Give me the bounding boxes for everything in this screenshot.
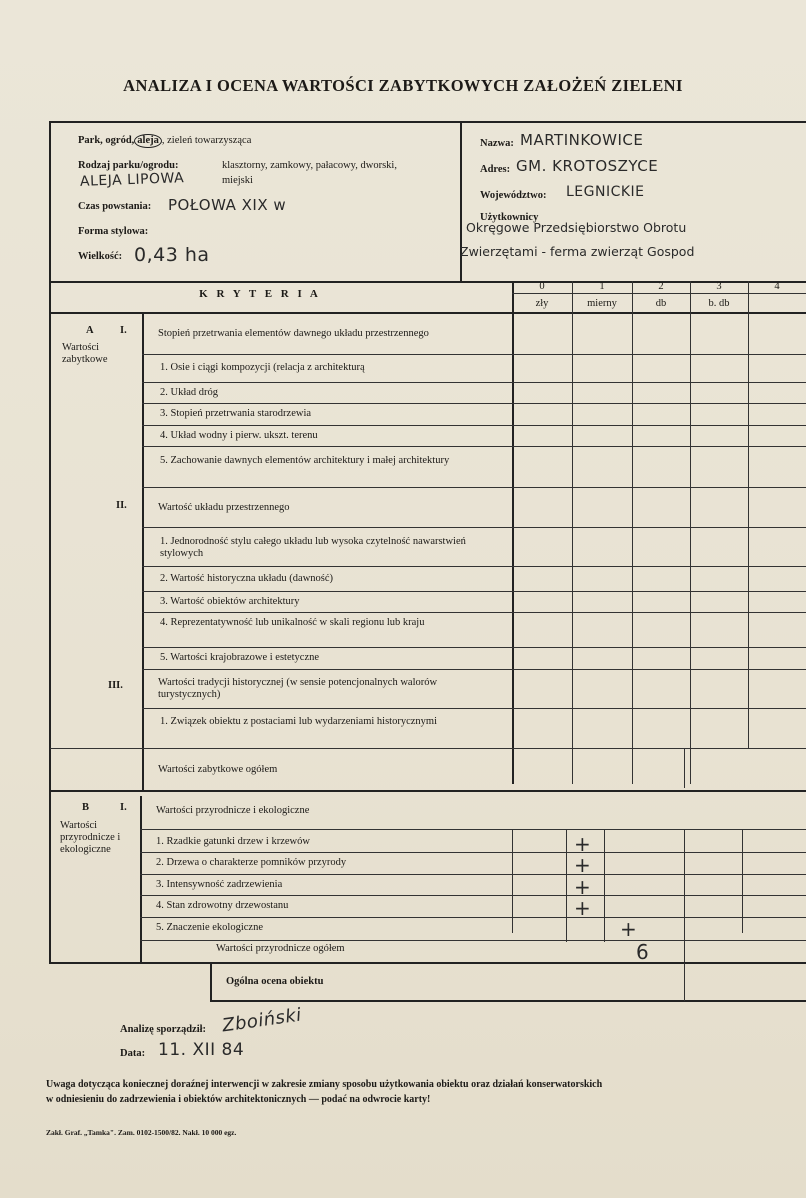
uzytk-value-2: Zwierzętami - ferma zwierząt Gospod: [460, 244, 695, 259]
row-line: [142, 612, 806, 613]
nazwa-value: MARTINKOWICE: [520, 131, 644, 149]
criteria-row: 5. Wartości krajobrazowe i estetyczne: [160, 652, 320, 663]
mark-plus: +: [574, 896, 592, 920]
criteria-row: 1. Jednorodność stylu całego układu lub wysoka czytelność nawarstwień stylowych: [160, 536, 466, 559]
data-label: Data:: [120, 1048, 146, 1059]
criteria-header: K R Y T E R I A: [199, 288, 321, 300]
overall-label: Ogólna ocena obiektu: [226, 976, 324, 987]
row-line: [140, 895, 806, 896]
row-line: [142, 527, 806, 528]
data-value: 11. XII 84: [158, 1040, 245, 1060]
group-a3-title: Wartości tradycji historycznej (w sensie potencjonalnych walorów turystycznych): [158, 677, 438, 700]
uzytk-value-1: Okręgowe Przedsiębiorstwo Obrotu: [466, 220, 687, 235]
adres-label: Adres:: [480, 164, 511, 175]
rodzaj-options-2: miejski: [222, 175, 253, 186]
score-3-num: 3: [716, 281, 722, 292]
criteria-row: 3. Stopień przetrwania starodrzewia: [160, 408, 312, 419]
wielkosc-label: Wielkość:: [78, 251, 123, 262]
criteria-row: 4. Stan zdrowotny drzewostanu: [156, 900, 289, 911]
score-0-num: 0: [539, 281, 545, 292]
woj-label: Województwo:: [480, 190, 547, 201]
row-line: [142, 647, 806, 648]
section-a-roman: I.: [120, 325, 127, 336]
row-line: [142, 591, 806, 592]
group-a1-title: Stopień przetrwania elementów dawnego układu przestrzennego: [158, 328, 429, 339]
row-line: [142, 669, 806, 670]
row-line: [142, 446, 806, 447]
analiza-label: Analizę sporządził:: [120, 1024, 207, 1035]
criteria-row: 4. Układ wodny i pierw. ukszt. terenu: [160, 430, 318, 441]
section-divider: [50, 790, 806, 792]
adres-value: GM. KROTOSZYCE: [516, 157, 659, 175]
row-line: [142, 708, 806, 709]
criteria-row: 3. Wartość obiektów architektury: [160, 596, 300, 607]
woj-value: LEGNICKIE: [566, 184, 645, 200]
category-column-line-b: [140, 796, 142, 962]
category-column-line: [142, 312, 144, 792]
uzytk-label: Użytkownicy: [480, 212, 539, 223]
total-a-label: Wartości zabytkowe ogółem: [158, 764, 278, 775]
score-col-line-4: [748, 281, 749, 748]
row-line: [142, 382, 806, 383]
row-line: [142, 487, 806, 488]
row-line: [142, 403, 806, 404]
row-line: [50, 748, 806, 749]
b-col-line: [566, 829, 567, 942]
roman-a2: II.: [116, 500, 127, 511]
mark-plus: +: [574, 832, 592, 856]
page-title: ANALIZA I OCENA WARTOŚCI ZABYTKOWYCH ZAŁOŻEŃ ZIELENI: [123, 76, 683, 95]
mark-plus: +: [574, 875, 592, 899]
row-line: [140, 917, 806, 918]
criteria-row: 1. Związek obiektu z postaciami lub wydarzeniami historycznymi: [160, 716, 437, 727]
section-b-letter: B: [82, 802, 90, 813]
criteria-header-bottom: [50, 312, 806, 314]
criteria-row: 3. Intensywność zadrzewienia: [156, 879, 283, 890]
printer-imprint: Zakł. Graf. „Tamka". Zam. 0102-1500/82. Nakł. 10 000 egz.: [46, 1128, 237, 1137]
score-0-label: zły: [535, 298, 549, 309]
score-2-label: db: [655, 298, 667, 309]
score-4-num: 4: [774, 281, 780, 292]
section-b-roman: I.: [120, 802, 127, 813]
criteria-row: 5. Zachowanie dawnych elementów architektury i małej architektury: [160, 455, 450, 466]
rodzaj-options: klasztorny, zamkowy, pałacowy, dworski,: [222, 160, 397, 171]
group-b1-title: Wartości przyrodnicze i ekologiczne: [156, 805, 310, 816]
score-1-label: mierny: [587, 298, 617, 309]
score-1-num: 1: [599, 281, 605, 292]
row-line: [140, 852, 806, 853]
row-line: [140, 940, 806, 941]
circled-aleja: aleja: [134, 134, 162, 148]
nazwa-label: Nazwa:: [480, 138, 514, 149]
criteria-row: 1. Osie i ciągi kompozycji (relacja z architekturą: [160, 362, 365, 373]
czas-value: POŁOWA XIX w: [168, 196, 287, 214]
mark-plus: +: [574, 853, 592, 877]
criteria-row: 2. Układ dróg: [160, 387, 219, 398]
score-2-num: 2: [658, 281, 664, 292]
row-line: [140, 829, 806, 830]
wielkosc-value: 0,43 ha: [134, 244, 210, 266]
section-a-letter: A: [86, 325, 94, 336]
total-b-label: Wartości przyrodnicze ogółem: [216, 943, 345, 954]
b-col-line: [604, 829, 605, 942]
section-a-title: Wartości zabytkowe: [62, 342, 108, 365]
row-line: [140, 874, 806, 875]
rodzaj-label: Rodzaj parku/ogrodu:: [78, 160, 179, 171]
group-a2-title: Wartość układu przestrzennego: [158, 502, 290, 513]
score-3-label: b. db: [708, 298, 730, 309]
section-b-title: Wartości przyrodnicze i ekologiczne: [60, 820, 121, 855]
analiza-signature: Zboiński: [220, 1004, 304, 1037]
criteria-row: 4. Reprezentatywność lub unikalność w skali regionu lub kraju: [160, 617, 425, 628]
total-b-value: 6: [636, 940, 650, 964]
criteria-row: 1. Rzadkie gatunki drzew i krzewów: [156, 836, 310, 847]
overall-cell-line: [684, 963, 685, 1001]
park-label: Park, ogród, aleja , zieleń towarzysząca: [78, 135, 252, 146]
czas-label: Czas powstania:: [78, 201, 152, 212]
criteria-row: 2. Wartość historyczna układu (dawność): [160, 573, 334, 584]
criteria-row: 5. Znaczenie ekologiczne: [156, 922, 263, 933]
forma-label: Forma stylowa:: [78, 226, 149, 237]
note-line-1: Uwaga dotycząca koniecznej doraźnej interwencji w zakresie zmiany sposobu użytkowania obiektu oraz działań konserwatorskich: [46, 1079, 603, 1090]
note-line-2: w odniesieniu do zadrzewienia i obiektów architektonicznych — podać na odwrocie karty!: [46, 1094, 431, 1105]
rodzaj-value: ALEJA LIPOWA: [79, 170, 185, 190]
total-a-cell-line: [684, 748, 685, 788]
row-line: [142, 425, 806, 426]
criteria-row: 2. Drzewa o charakterze pomników przyrody: [156, 857, 347, 868]
row-line: [142, 566, 806, 567]
score-num-line: [512, 293, 806, 294]
mark-plus: +: [620, 917, 638, 941]
roman-a3: III.: [108, 680, 123, 691]
row-line: [142, 354, 806, 355]
